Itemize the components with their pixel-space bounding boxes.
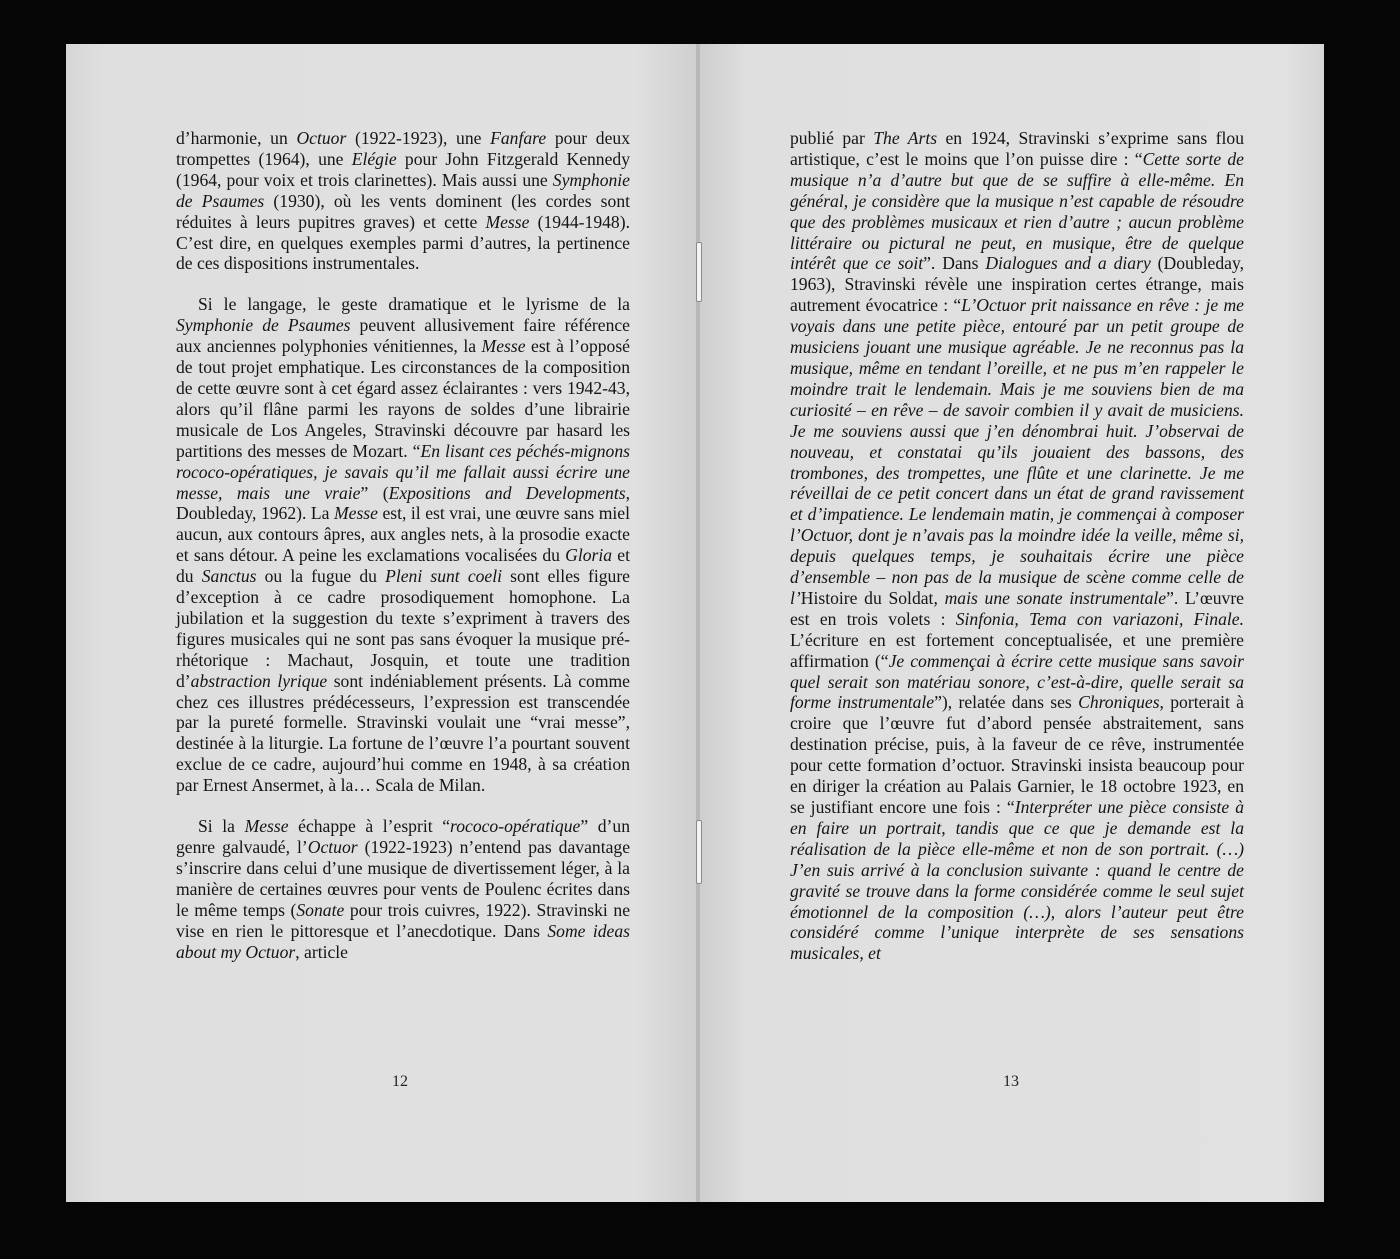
text-run: (1944-1948). C’est dire, en quelques exemples parmi d’autres, la pertinence de ces dispositions instrumentales. [176,211,630,274]
italic-text-run: Octuor [296,128,347,148]
italic-text-run: Messe [333,503,378,524]
italic-text-run: Sinfonia, Tema con variazoni, Finale. [955,608,1244,629]
text-run: ”. L’œuvre est en trois volets : [790,587,1244,629]
text-run: (Doubleday, 1963), Stravinski révèle une inspiration certes étrange, mais autrement évocatrice : “ [790,253,1244,316]
text-run: échappe à l’esprit “ [288,816,451,837]
text-run: peuvent allusivement faire référence aux anciennes polyphonies vénitiennes, la [176,315,630,357]
text-run: sont indéniablement présents. Là comme chez ces illustres prédécesseurs, l’expression est transcendée par la pureté formelle. Stravinski voulait une “vrai messe”, destinée à la liturgie. La fortune de l’œuvre l’a pourtant souvent exclue de ce cadre, aujourd’hui comme en 1948, à sa création par Ernest Ansermet, à la… Scala de Milan. [176,670,630,796]
italic-text-run: Pleni sunt coeli [385,566,503,587]
text-run: Si la [198,816,245,837]
upper-staple [696,242,702,302]
text-run: L’écriture en est fortement conceptualisée, et une première affirmation (“ [790,629,1244,671]
italic-text-run: Sonate [296,899,345,920]
lower-staple [696,820,702,884]
text-run: (1922-1923) n’entend pas davantage s’inscrire dans celui d’une musique de divertissement léger, à la manière de certaines œuvres pour vents de Poulenc écrites dans le même temps ( [176,837,630,920]
text-run: d’harmonie, un [176,128,297,148]
italic-text-run: Dialogues and a diary [985,253,1151,274]
italic-text-run: rococo-opératique [450,816,581,837]
italic-text-run: En lisant ces péchés-mignons rococo-opératiques, je savais qu’il me fallait aussi écrire une messe, mais une vraie [176,440,630,503]
text-run: ”), relatée dans ses [934,692,1079,713]
text-run: pour John Fitzgerald Kennedy (1964, pour voix et trois clarinettes). Mais aussi une [176,148,631,190]
text-run: sont elles figure d’exception à ce cadre prosodiquement homophone. La jubilation et la suggestion du texte s’expriment à travers des figures musicales qui ne sont pas sans évoquer la musique pré-rhétorique : Machaut, Josquin, et toute une tradition d’ [176,566,630,691]
italic-text-run: Octuor [307,837,358,857]
text-run: pour deux trompettes (1964), une [176,128,630,169]
paragraph [176,128,630,274]
left-page-body-text [176,128,630,962]
italic-text-run: , mais une sonate instrumentale [933,587,1167,608]
text-run: , article [295,941,348,962]
italic-text-run: L’Octuor prit naissance en rêve : je me voyais dans une petite pièce, entouré par un petit groupe de musiciens jouant une musique agréable. Je ne reconnus pas la musique, même en tendant l’oreille, et ne pus m’en rappeler le moindre trait le lendemain. Mais je me souviens bien de ma curiosité – en rêve – de savoir combien il y avait de musiciens. Je me souviens aussi que j’en dénombrai huit. J’observai de nouveau, et constatai qu’ils jouaient des bassons, des trombones, des trompettes, une flûte et une clarinette. Je me réveillai de ce petit concert dans un état de grand ravissement et d’impatience. Le lendemain matin, je commençai à composer l’Octuor, dont je n’avais pas la moindre idée la veille, même si, depuis quelques temps, je souhaitais écrire une pièce d’ensemble – non pas de la musique de scène comme celle de l’ [790,295,1244,608]
italic-text-run: Gloria [565,545,613,566]
booklet-spine [696,44,700,1202]
open-booklet [66,44,1324,1202]
text-run: (1930), où les vents dominent (les cordes sont réduites à leurs pupitres graves) et cette [176,190,631,232]
italic-text-run: Some ideas about my Octuor [176,920,630,962]
paragraph [176,294,630,796]
italic-text-run: Messe [244,816,289,837]
italic-text-run: Je commençai à écrire cette musique sans savoir quel serait son matériau sonore, c’est-à-dire, quelle serait sa forme instrumentale [790,650,1245,713]
text-run: ”. Dans [923,253,986,274]
italic-text-run: Interpréter une pièce consiste à en faire un portrait, tandis que ce que je demande est la réalisation de la pièce elle-même et non de son portrait. (…) J’en suis arrivé à la conclusion suivante : quand le centre de gravité se trouve dans la forme considérée comme le seul sujet émotionnel de la composition (…), alors l’auteur peut être considéré comme l’unique interprète de ses sensations musicales, et [790,797,1244,964]
italic-text-run: Fanfare [490,128,547,148]
italic-text-run: Elégie [351,148,397,169]
text-run: ” ( [360,482,389,503]
italic-text-run: Expositions and Developments [388,482,626,503]
text-run: est à l’opposé de tout projet emphatique. Les circonstances de la composition de cette œuvre sont à cet égard assez éclairantes : vers 1942-43, alors qu’il flâne parmi les rayons de soldes d’une librairie musicale de Los Angeles, Stravinski découvre par hasard les partitions des messes de Mozart. “ [176,336,630,461]
text-run: ou la fugue du [256,566,386,587]
italic-text-run: Sanctus [201,566,257,587]
italic-text-run: Symphonie de Psaumes [176,169,630,211]
paragraph [176,816,630,962]
italic-text-run: Messe [481,336,526,357]
text-run: ” d’un genre galvaudé, l’ [176,816,630,857]
italic-text-run: Chroniques [1078,692,1160,713]
right-page-number: 13 [1003,1073,1019,1090]
text-run: , Doubleday, 1962). La [176,482,630,524]
text-run: Histoire du Soldat [800,587,934,608]
text-run: en 1924, Stravinski s’exprime sans flou artistique, c’est le moins que l’on puisse dire : “ [790,128,1244,169]
italic-text-run: Messe [485,211,530,232]
italic-text-run: Cette sorte de musique n’a d’autre but que de se suffire à elle-même. En général, je considère que la musique n’est capable de résoudre que des problèmes musicaux et rien d’autre ; aucun problème littéraire ou pictural ne peut, en musique, être de quelque intérêt que ce soit [790,148,1244,274]
text-run: publié par [790,128,874,148]
text-run: est, il est vrai, une œuvre sans miel aucun, aux contours âpres, aux angles nets, à la prosodie exacte et sans détour. A peine les exclamations vocalisées du [176,503,630,566]
text-run: pour trois cuivres, 1922). Stravinski ne vise en rien le pittoresque et l’anecdotique. Dans [176,899,631,941]
paragraph [790,128,1244,964]
text-run: , porterait à croire que l’œuvre fut d’abord pensée abstraitement, sans destination précise, puis, à la faveur de ce rêve, instrumentée pour cette formation d’octuor. Stravinski insista beaucoup pour en diriger la création au Palais Garnier, le 18 octobre 1923, en se justifiant encore une fois : “ [790,692,1244,817]
text-run: Si le langage, le geste dramatique et le lyrisme de la [198,294,630,315]
text-run: et du [176,545,630,587]
left-page [66,44,698,1202]
right-page-body-text [790,128,1244,964]
italic-text-run: abstraction lyrique [190,670,328,691]
right-page [698,44,1324,1202]
italic-text-run: The Arts [873,128,938,148]
text-run: (1922-1923), une [346,128,491,148]
italic-text-run: Symphonie de Psaumes [176,315,351,336]
left-page-number: 12 [392,1073,408,1090]
